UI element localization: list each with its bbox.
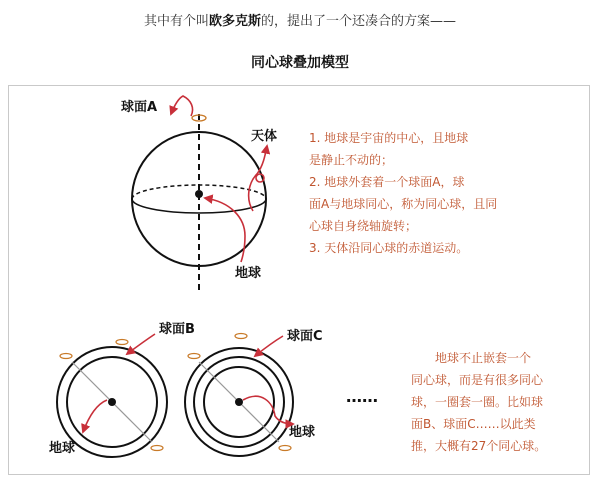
earth-dot-left xyxy=(108,398,116,406)
sphere-a-label: 球面A xyxy=(121,100,158,115)
sphere-c-arrow xyxy=(255,336,283,356)
note-line: 3. 天体沿同心球的赤道运动。 xyxy=(309,241,469,255)
intro-name: 欧多克斯 xyxy=(208,14,261,29)
ellipsis: …… xyxy=(346,387,378,406)
diagram-panel xyxy=(8,85,590,475)
rotation-indicator-b2 xyxy=(151,446,163,451)
sphere-a-arrow xyxy=(171,96,193,116)
rotation-indicator-c1 xyxy=(235,334,247,339)
heaven-label: 天体 xyxy=(251,129,278,144)
earth-label-left: 地球 xyxy=(49,441,76,456)
intro-suffix: 的，提出了一个还凑合的方案—— xyxy=(261,14,457,29)
earth-dot xyxy=(195,190,203,198)
note-line: 1. 地球是宇宙的中心，且地球 xyxy=(309,131,469,145)
sphere-a-diagram xyxy=(121,96,277,294)
note-line: 是静止不动的； xyxy=(309,153,394,167)
sphere-b-diagram xyxy=(49,321,195,457)
sphere-c-diagram xyxy=(185,328,323,456)
rotation-indicator-c3 xyxy=(279,446,291,451)
intro-prefix: 其中有个叫 xyxy=(143,14,209,29)
rotation-indicator-c2 xyxy=(188,354,200,359)
bottom-note-line: 同心球，而是有很多同心 xyxy=(411,373,544,387)
sphere-c-label: 球面C xyxy=(287,329,323,344)
sphere-b-arrow xyxy=(127,334,155,354)
earth-label: 地球 xyxy=(235,266,262,281)
bottom-note xyxy=(411,347,571,457)
bottom-note-line: 推，大概有27个同心球。 xyxy=(411,439,547,453)
bottom-note-line: 面B、球面C……以此类 xyxy=(411,417,536,431)
intro-text xyxy=(0,10,600,29)
note-line: 心球自身绕轴旋转； xyxy=(309,219,418,233)
bottom-note-line: 地球不止嵌套一个 xyxy=(435,351,532,365)
sphere-b-label: 球面B xyxy=(159,322,195,337)
earth-dot-right xyxy=(235,398,243,406)
rotation-indicator-b1 xyxy=(60,354,72,359)
bottom-note-line: 球，一圈套一圈。比如球 xyxy=(411,395,544,409)
earth-label-right: 地球 xyxy=(289,425,316,440)
diagram-title: 同心球叠加模型 xyxy=(251,55,349,71)
note-line: 面A与地球同心，称为同心球，且同 xyxy=(309,197,498,211)
earth-arrow-left xyxy=(83,400,107,432)
model-notes xyxy=(309,127,579,259)
rotation-indicator-b3 xyxy=(116,340,128,345)
note-line: 2. 地球外套着一个球面A，球 xyxy=(309,175,465,189)
